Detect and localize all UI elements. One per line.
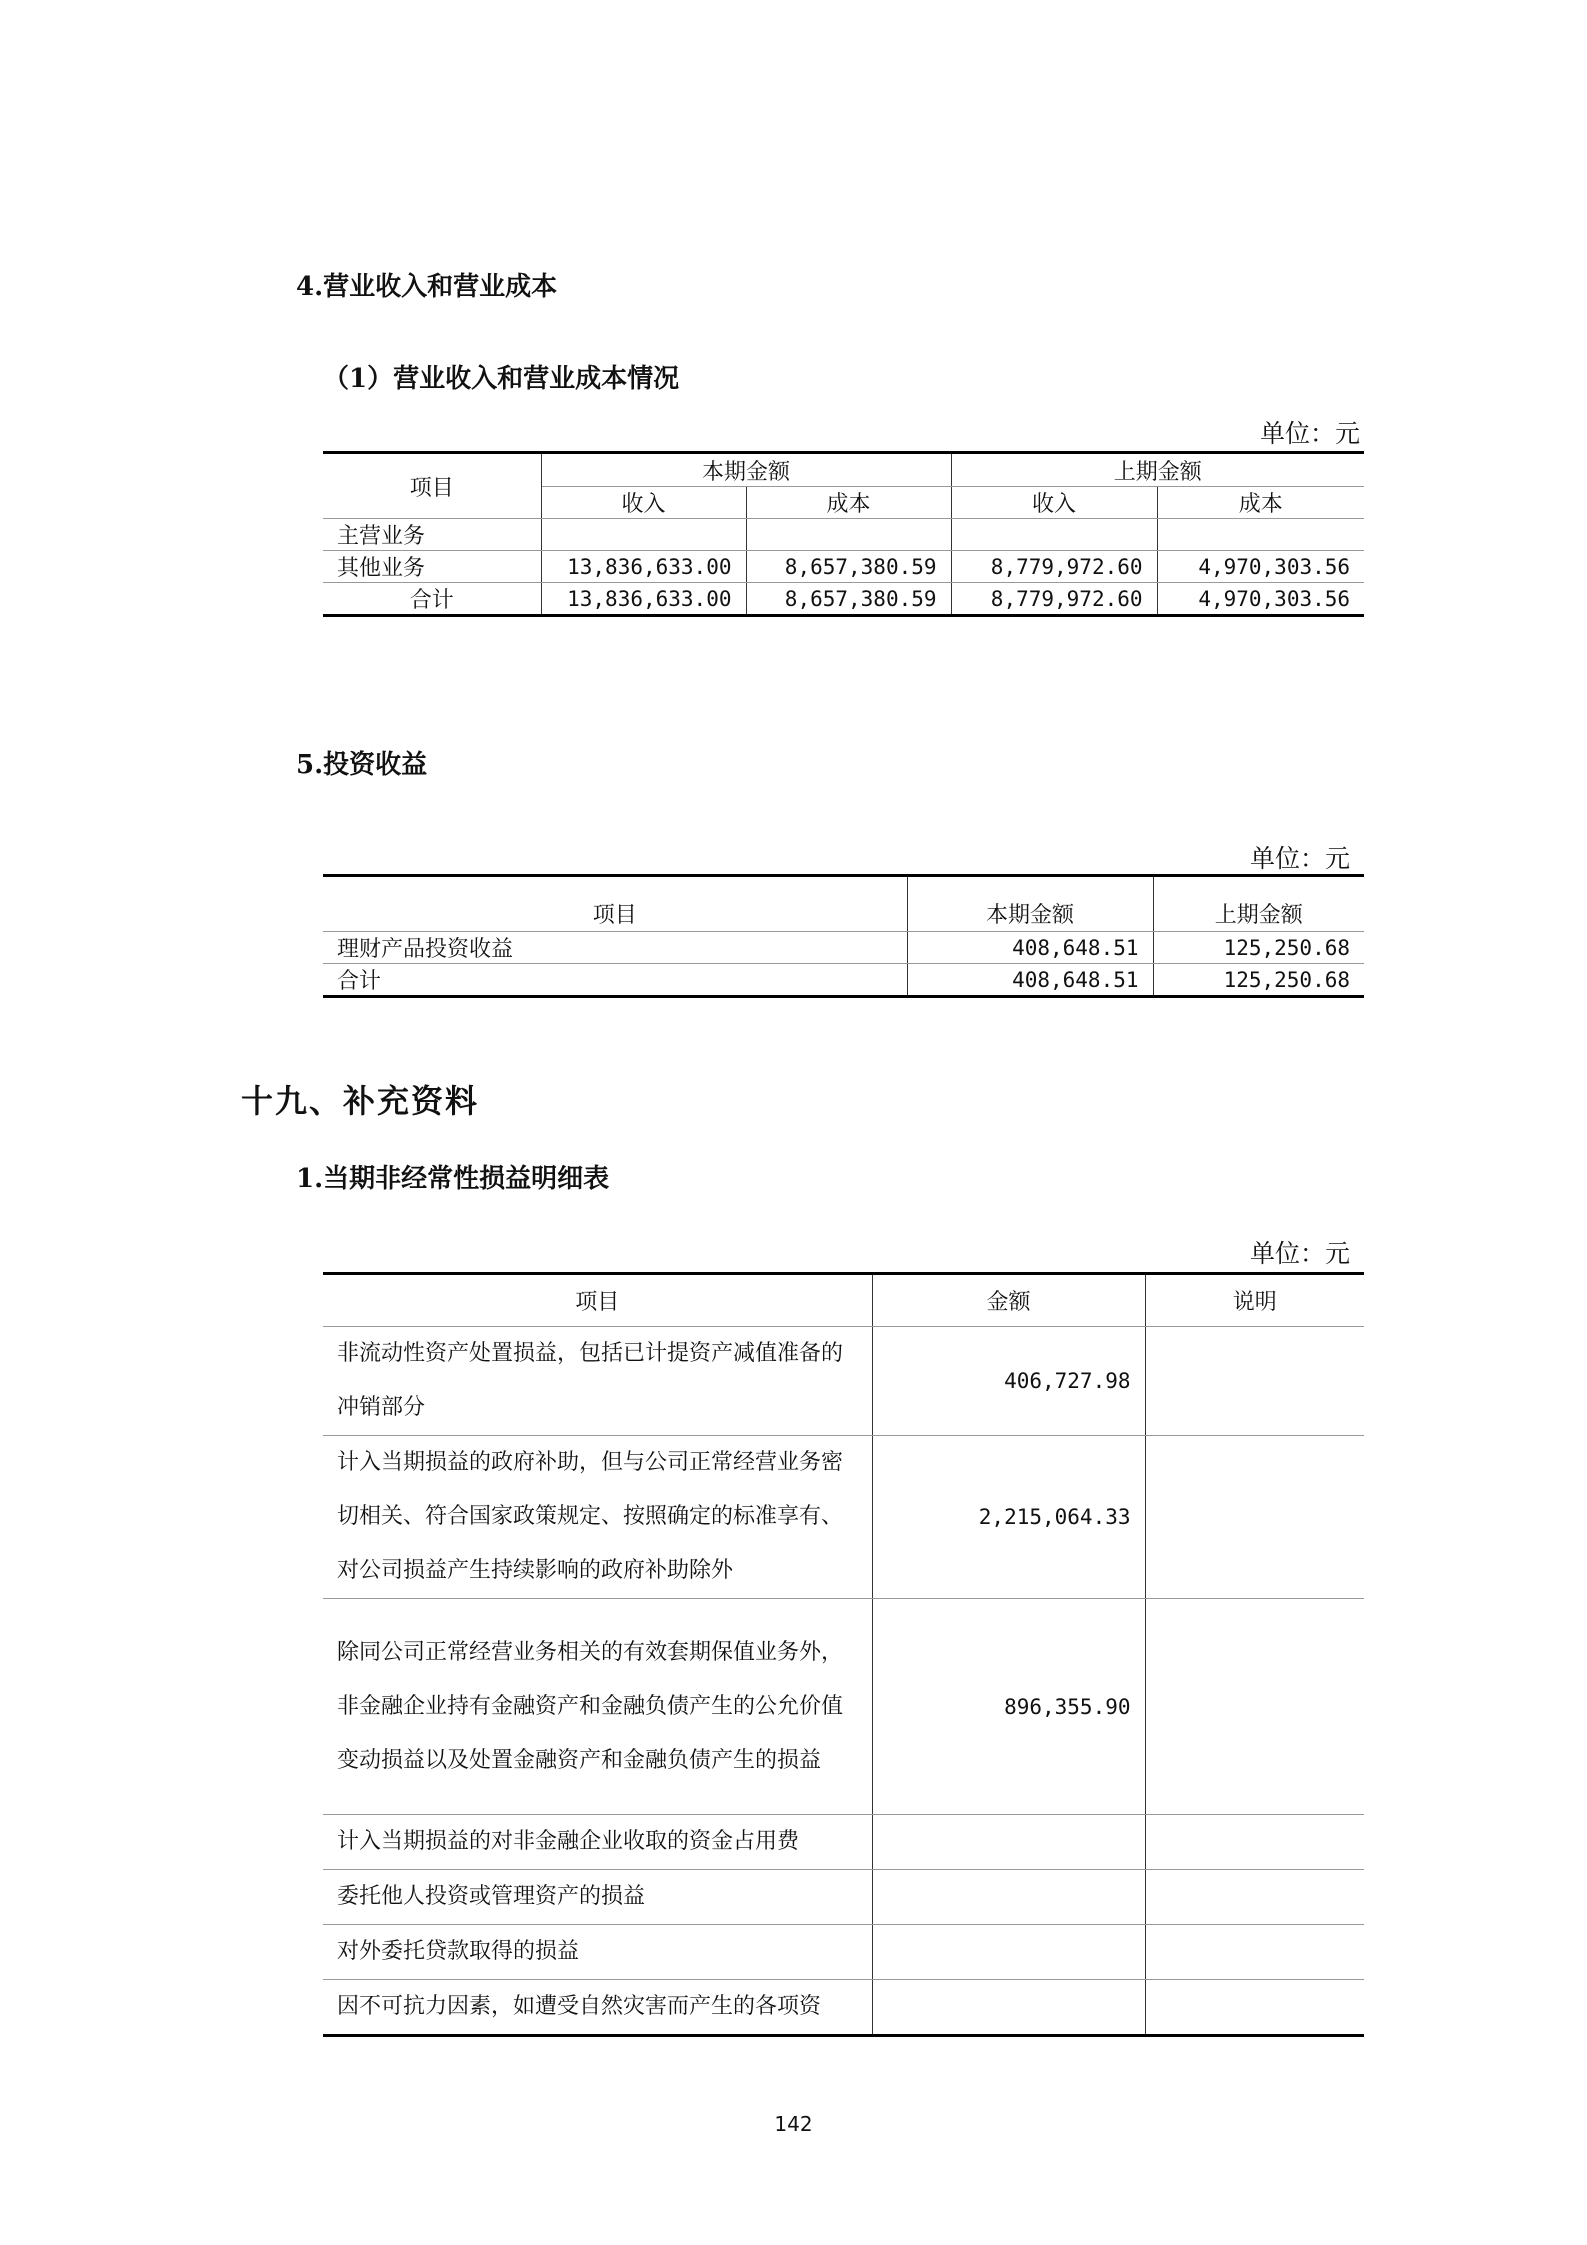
row-label: 非流动性资产处置损益，包括已计提资产减值准备的冲销部分 [323,1327,872,1436]
cell-current-cost [746,519,951,551]
cell-previous: 125,250.68 [1153,964,1364,997]
table-row-total [323,583,1364,616]
chapter-title-supplementary: 十九、补充资料 [241,1082,480,1120]
cell-previous-income: 8,779,972.60 [951,551,1157,583]
page-number: 142 [774,2112,813,2136]
row-label: 合计 [323,964,907,997]
cell-note [1145,1815,1364,1870]
cell-current: 408,648.51 [907,964,1153,997]
subsection-title-revenue: （1）营业收入和营业成本情况 [323,364,680,394]
table-row [323,551,1364,583]
row-label: 委托他人投资或管理资产的损益 [323,1870,872,1925]
row-label: 因不可抗力因素，如遭受自然灾害而产生的各项资 [323,1980,872,2036]
investment-income-table [323,874,1364,998]
header-item: 项目 [323,1274,872,1327]
unit-label: 单位：元 [1249,1239,1350,1268]
cell-amount: 406,727.98 [872,1327,1145,1436]
header-item: 项目 [323,453,541,519]
cell-note [1145,1925,1364,1980]
cell-note [1145,1327,1364,1436]
header-item: 项目 [323,876,907,932]
cell-current-income [541,519,746,551]
cell-previous-cost: 4,970,303.56 [1157,583,1364,616]
header-previous-cost: 成本 [1157,487,1364,519]
header-current-income: 收入 [541,487,746,519]
header-current-cost: 成本 [746,487,951,519]
unit-label: 单位：元 [1259,419,1360,448]
row-label: 对外委托贷款取得的损益 [323,1925,872,1980]
header-current-period: 本期金额 [907,876,1153,932]
section-title-nonrecurring: 1.当期非经常性损益明细表 [296,1164,610,1194]
cell-note [1145,1436,1364,1599]
cell-current-cost: 8,657,380.59 [746,583,951,616]
cell-previous-income [951,519,1157,551]
row-label: 除同公司正常经营业务相关的有效套期保值业务外，非金融企业持有金融资产和金融负债产生的公允价值变动损益以及处置金融资产和金融负债产生的损益 [323,1599,872,1815]
table-row [323,1599,1364,1815]
revenue-cost-table [323,451,1364,617]
cell-previous-cost [1157,519,1364,551]
cell-current-income: 13,836,633.00 [541,583,746,616]
cell-current-cost: 8,657,380.59 [746,551,951,583]
row-label: 合计 [323,583,541,616]
table-row [323,1436,1364,1599]
nonrecurring-gains-table [323,1272,1364,2037]
header-previous-period: 上期金额 [1153,876,1364,932]
row-label: 主营业务 [323,519,541,551]
table-row [323,519,1364,551]
cell-amount [872,1980,1145,2036]
cell-previous: 125,250.68 [1153,932,1364,964]
header-amount: 金额 [872,1274,1145,1327]
cell-note [1145,1599,1364,1815]
cell-previous-income: 8,779,972.60 [951,583,1157,616]
cell-amount [872,1925,1145,1980]
table-row [323,932,1364,964]
cell-amount: 896,355.90 [872,1599,1145,1815]
row-label: 其他业务 [323,551,541,583]
header-current-period: 本期金额 [541,453,951,487]
cell-previous-cost: 4,970,303.56 [1157,551,1364,583]
table-row-total [323,964,1364,997]
header-note: 说明 [1145,1274,1364,1327]
cell-amount [872,1870,1145,1925]
table-row [323,1925,1364,1980]
cell-amount: 2,215,064.33 [872,1436,1145,1599]
cell-amount [872,1815,1145,1870]
section-title-investment: 5.投资收益 [296,750,428,780]
table-row [323,1870,1364,1925]
table-row [323,1980,1364,2036]
cell-note [1145,1870,1364,1925]
header-previous-period: 上期金额 [951,453,1364,487]
cell-current: 408,648.51 [907,932,1153,964]
unit-label: 单位：元 [1249,844,1350,873]
header-previous-income: 收入 [951,487,1157,519]
cell-current-income: 13,836,633.00 [541,551,746,583]
table-row [323,1815,1364,1870]
section-title-revenue: 4.营业收入和营业成本 [296,272,558,302]
row-label: 计入当期损益的政府补助，但与公司正常经营业务密切相关、符合国家政策规定、按照确定的标准享有、对公司损益产生持续影响的政府补助除外 [323,1436,872,1599]
table-row [323,1327,1364,1436]
row-label: 理财产品投资收益 [323,932,907,964]
row-label: 计入当期损益的对非金融企业收取的资金占用费 [323,1815,872,1870]
cell-note [1145,1980,1364,2036]
